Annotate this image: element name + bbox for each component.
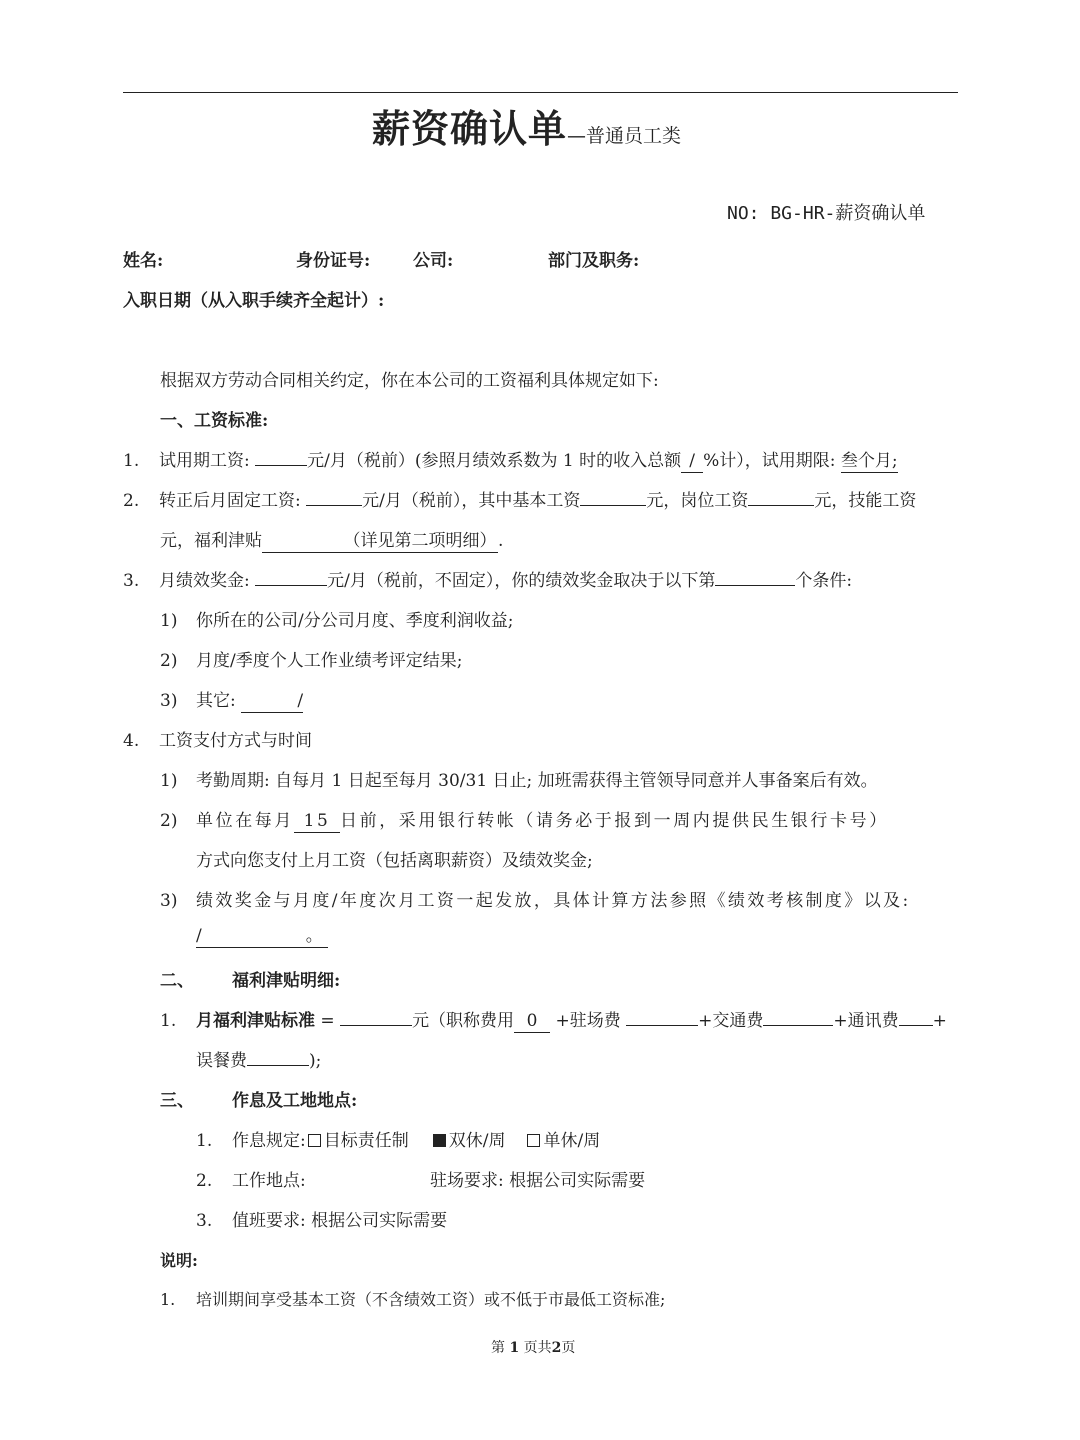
communication-fee-blank[interactable] <box>899 1025 933 1026</box>
title-subtitle: —普通员工类 <box>567 125 682 147</box>
meal-fee-blank[interactable] <box>247 1065 309 1066</box>
payment-day-field[interactable]: 15 <box>294 812 340 833</box>
section-2-heading: 福利津贴明细: <box>232 971 341 991</box>
probation-salary-blank[interactable] <box>255 465 307 466</box>
entry-date-label: 入职日期（从入职手续齐全起计）: <box>123 291 385 311</box>
onsite-fee-blank[interactable] <box>626 1025 698 1026</box>
item-number: 1. <box>123 451 140 471</box>
onsite-requirement: 驻场要求: 根据公司实际需要 <box>430 1171 646 1191</box>
transport-fee-blank[interactable] <box>763 1025 833 1026</box>
double-rest-checkbox[interactable] <box>433 1134 446 1147</box>
work-location-line: 2. 工作地点: <box>196 1171 306 1191</box>
condition-1: 1) 你所在的公司/分公司月度、季度利润收益; <box>160 611 514 631</box>
base-salary-blank[interactable] <box>580 505 646 506</box>
name-label: 姓名: <box>123 251 164 271</box>
bonus-amount-blank[interactable] <box>255 585 327 586</box>
work-schedule-line: 1. 作息规定: 目标责任制 双休/周 单休/周 <box>196 1131 601 1151</box>
bonus-other-field[interactable]: / 。 <box>196 927 328 948</box>
notes-heading: 说明: <box>160 1251 198 1270</box>
percent-field[interactable]: / <box>681 452 703 473</box>
regular-salary-line: 2. 转正后月固定工资: 元/月（税前），其中基本工资 元，岗位工资 元，技能工资 <box>123 491 917 511</box>
intro-text: 根据双方劳动合同相关约定，你在本公司的工资福利具体规定如下: <box>160 371 659 391</box>
single-rest-checkbox[interactable] <box>527 1134 540 1147</box>
department-label: 部门及职务: <box>548 251 640 271</box>
id-number-label: 身份证号: <box>296 251 371 271</box>
position-salary-blank[interactable] <box>748 505 814 506</box>
payment-date-line: 2) 单位在每月 15 日前，采用银行转帐（请务必于报到一周内提供民生银行卡号） <box>160 811 889 831</box>
attendance-cycle: 1) 考勤周期: 自每月 1 日起至每月 30/31 日止; 加班需获得主管领导同意并人事备案后有效。 <box>160 771 878 791</box>
duty-requirement-line: 3. 值班要求: 根据公司实际需要 <box>196 1211 448 1231</box>
regular-salary-blank[interactable] <box>306 505 362 506</box>
probation-salary-line: 1. 试用期工资: 元/月（税前）(参照月绩效系数为 1 时的收入总额 / %计），试用期限: 叁个月; <box>123 451 898 471</box>
condition-number-blank[interactable] <box>715 585 795 586</box>
bonus-other-field-line <box>196 926 328 948</box>
top-rule <box>123 92 958 93</box>
title-fee-field[interactable]: 0 <box>514 1012 550 1033</box>
payment-method-heading: 4. 工资支付方式与时间 <box>123 731 312 751</box>
note-1: 1. 培训期间享受基本工资（不含绩效工资）或不低于市最低工资标准; <box>160 1290 666 1309</box>
document-number: NO: BG-HR-薪资确认单 <box>727 203 926 224</box>
target-responsibility-checkbox[interactable] <box>308 1134 321 1147</box>
title-main: 薪资确认单 <box>372 107 568 151</box>
meal-allowance-line: 误餐费 ); <box>196 1051 322 1071</box>
welfare-standard-label: 月福利津贴标准 <box>196 1011 315 1031</box>
payment-date-line-2: 方式向您支付上月工资（包括离职薪资）及绩效奖金; <box>196 851 593 871</box>
performance-bonus-line: 3. 月绩效奖金: 元/月（税前，不固定），你的绩效奖金取决于以下第 个条件: <box>123 571 853 591</box>
welfare-allowance-line: 元，福利津贴 （详见第二项明细）. <box>160 531 504 551</box>
bonus-payment-line: 3) 绩效奖金与月度/年度次月工资一起发放，具体计算方法参照《绩效考核制度》以及: <box>160 891 911 911</box>
welfare-total-blank[interactable] <box>340 1025 412 1026</box>
page-footer: 第 1 页共2页 <box>491 1340 576 1356</box>
item-number: 2. <box>123 491 140 511</box>
welfare-standard-line: 1. 月福利津贴标准 = 元（职称费用 0 +驻场费 +交通费 +通讯费 + <box>160 1011 947 1031</box>
condition-2: 2) 月度/季度个人工作业绩考评定结果; <box>160 651 463 671</box>
page-number: 1 <box>509 1340 520 1356</box>
document-title <box>372 98 681 153</box>
item-number: 3. <box>123 571 140 591</box>
condition-3: 3) 其它: / <box>160 691 304 711</box>
welfare-allowance-field[interactable]: （详见第二项明细） <box>262 532 498 553</box>
section-3-heading: 作息及工地地点: <box>232 1091 358 1111</box>
probation-period-field[interactable]: 叁个月; <box>840 451 898 471</box>
section-1-heading: 一、工资标准: <box>160 411 269 431</box>
page-total: 2 <box>551 1340 562 1356</box>
section-3-number: 三、 <box>160 1091 194 1111</box>
company-label: 公司: <box>413 251 454 271</box>
other-condition-field[interactable]: / <box>241 692 303 713</box>
section-2-number: 二、 <box>160 971 194 991</box>
